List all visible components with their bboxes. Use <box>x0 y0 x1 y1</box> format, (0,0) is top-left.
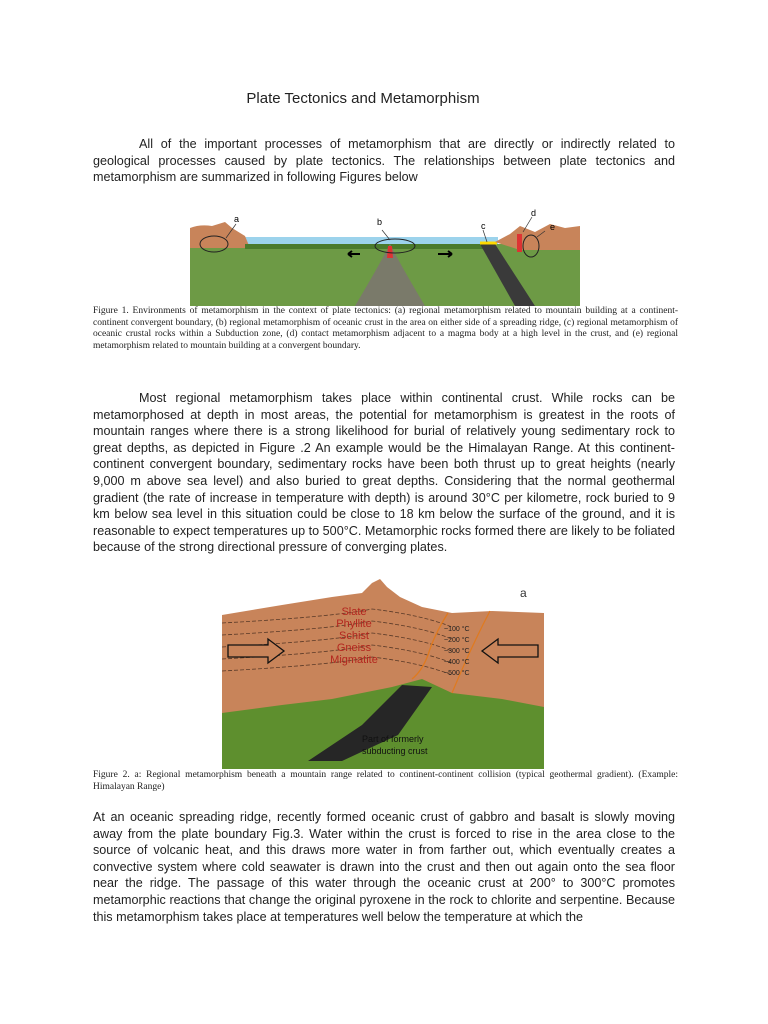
figure-1-caption: Figure 1. Environments of metamorphism in the context of plate tectonics: (a) regional metamorphism related to mountain building at a continent-continent convergent boundary, (b) regional metamorphism of oceanic crust in the area on either side of a spreading ridge, (c) regional metamorphism of oceanic crustal rocks within a Subduction zone, (d) contact metamorphism adjacent to a magma body at a high level in the crust, and (e) regional metamorphism related to mountain building at a convergent boundary. <box>93 306 678 351</box>
regional-metamorphism-paragraph: Most regional metamorphism takes place within continental crust. While rocks can be metamorphosed at depth in most areas, the potential for metamorphism is greatest in the roots of mountain ranges where there is a strong likelihood for burial of relatively young sedimentary rock to great depths, as depicted in Figure .2 An example would be the Himalayan Range. At this continent-continent convergent boundary, sedimentary rocks have been both thrust up to great heights (nearly 9,000 m above sea level) and also buried to great depths. Considering that the normal geothermal gradient (the rate of increase in temperature with depth) is around 30°C per kilometre, rock buried to 9 km below sea level in this situation could be close to 18 km below the surface of the ground, and it is reasonable to expect temperatures up to 500°C. Metamorphic rocks formed there are likely to be foliated because of the strong directional pressure of converging plates. <box>93 391 675 555</box>
rock-label-schist: Schist <box>339 630 369 642</box>
intro-paragraph: All of the important processes of metamorphism that are directly or indirectly related to geological processes caused by plate tectonics. The relationships between plate tectonics and metamorphism are summarized in following Figures below <box>93 137 675 185</box>
isotherm-200: ~200 °C <box>444 637 470 644</box>
rock-label-migmatite: Migmatite <box>330 654 378 666</box>
fig1-label-c: c <box>481 221 486 231</box>
isotherm-400: ~400 °C <box>444 659 470 666</box>
crust-label-line2: subducting crust <box>362 746 428 756</box>
isotherm-300: ~300 °C <box>444 648 470 655</box>
figure-2-caption: Figure 2. a: Regional metamorphism beneath a mountain range related to continent-continent collision (typical geothermal gradient). (Example: Himalayan Range) <box>93 770 678 792</box>
figure-2-diagram <box>222 575 544 769</box>
rock-label-phyllite: Phyllite <box>336 618 372 630</box>
fig1-label-b: b <box>377 217 383 227</box>
rock-label-gneiss: Gneiss <box>336 642 372 654</box>
fig2-panel-label: a <box>520 586 527 600</box>
rock-label-slate: Slate <box>341 606 367 618</box>
fig1-label-e: e <box>550 222 556 232</box>
crust-label-line1: Part of formerly <box>362 734 424 744</box>
isotherm-500: ~500 °C <box>444 670 470 677</box>
magma-body <box>517 234 522 252</box>
page-title: Plate Tectonics and Metamorphism <box>246 90 480 107</box>
fig1-label-a: a <box>234 214 240 224</box>
isotherm-100: ~100 °C <box>444 626 470 633</box>
figure-1-diagram <box>190 204 580 306</box>
spreading-ridge-paragraph: At an oceanic spreading ridge, recently formed oceanic crust of gabbro and basalt is slowly moving away from the plate boundary Fig.3. Water within the crust is forced to rise in the area close to the source of volcanic heat, and this draws more water in from farther out, which eventually creates a convective system where cold seawater is drawn into the crust and then out again onto the sea floor near the ridge. The passage of this water through the oceanic crust at 200° to 300°C promotes metamorphic reactions that change the original pyroxene in the rock to chlorite and serpentine. Because this metamorphism takes place at temperatures well below the temperature at which the <box>93 810 675 924</box>
fig1-label-d: d <box>531 208 537 218</box>
ocean-layer <box>238 237 498 245</box>
